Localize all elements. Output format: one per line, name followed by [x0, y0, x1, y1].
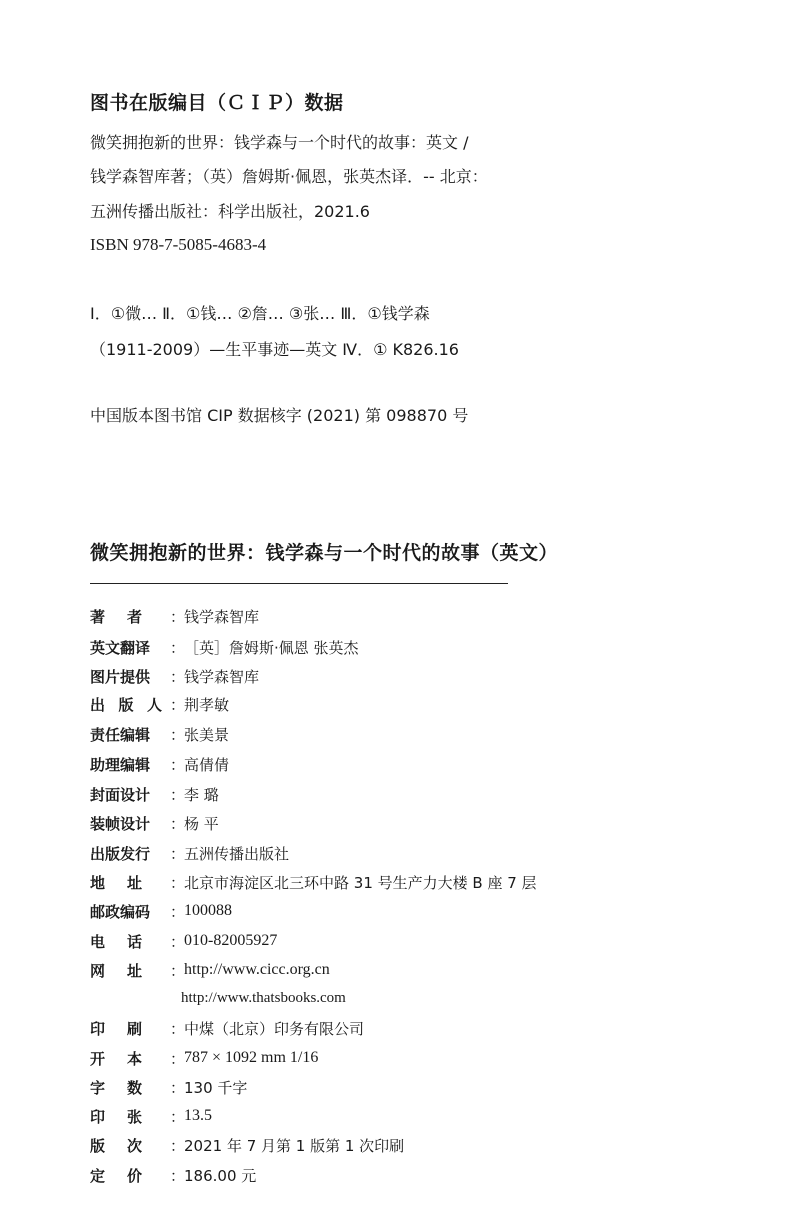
credit-value: 130 千字	[184, 1078, 248, 1097]
credit-value: 中煤（北京）印务有限公司	[184, 1019, 365, 1038]
credit-colon: ：	[170, 638, 186, 657]
credit-colon: ：	[170, 695, 186, 714]
credit-colon: ：	[170, 814, 186, 833]
credit-label: 开 本	[90, 1049, 142, 1068]
credit-value: 010-82005927	[184, 932, 278, 949]
credit-value: 186.00 元	[184, 1166, 257, 1185]
credit-label: 装帧设计	[90, 814, 151, 833]
credit-row-publisher-person	[90, 693, 229, 715]
credit-colon: ：	[170, 961, 186, 980]
credit-value: 787 × 1092 mm 1/16	[184, 1049, 319, 1066]
credit-label: 邮政编码	[90, 902, 151, 921]
credit-value: 杨 平	[184, 814, 219, 833]
credit-row-photos	[90, 665, 259, 687]
credit-row-distribution	[90, 842, 289, 864]
credit-row-address	[90, 871, 537, 893]
credit-label: 地 址	[90, 873, 142, 892]
credit-colon: ：	[170, 932, 186, 951]
cip-line-record-number: 中国版本图书馆 CIP 数据核字 (2021) 第 098870 号	[90, 406, 469, 425]
cip-line-authors: 钱学森智库著；（英）詹姆斯·佩恩，张英杰译．-- 北京：	[90, 167, 488, 186]
credit-row-editor	[90, 723, 229, 745]
credit-value: 五洲传播出版社	[184, 844, 290, 863]
credit-colon: ：	[170, 607, 186, 626]
cip-line-isbn: ISBN 978-7-5085-4683-4	[90, 235, 267, 254]
credit-label: 印 刷	[90, 1019, 142, 1038]
credit-value: 李 璐	[184, 785, 219, 804]
credit-label: 英文翻译	[90, 638, 151, 657]
credit-label: 网 址	[90, 961, 142, 980]
cip-line-classification: Ⅰ．①微… Ⅱ．①钱… ②詹… ③张… Ⅲ．①钱学森	[90, 304, 430, 323]
credit-colon: ：	[170, 1136, 186, 1155]
cip-heading: 图书在版编目（ＣＩＰ）数据	[90, 92, 344, 114]
credit-label: 出版发行	[90, 844, 151, 863]
credit-label: 助理编辑	[90, 755, 151, 774]
credit-colon: ：	[170, 755, 186, 774]
credit-colon: ：	[170, 1019, 186, 1038]
credit-row-word-count	[90, 1076, 247, 1098]
credit-label: 责任编辑	[90, 725, 151, 744]
website-link-thatsbooks[interactable]: http://www.thatsbooks.com	[181, 990, 346, 1006]
credit-row-assistant-editor	[90, 753, 229, 775]
credit-row-cover-design	[90, 783, 219, 805]
credit-value: 张美景	[184, 725, 230, 744]
credit-row-sheets	[90, 1105, 212, 1127]
credit-colon: ：	[170, 1078, 186, 1097]
book-title: 微笑拥抱新的世界：钱学森与一个时代的故事（英文）	[90, 542, 559, 564]
credit-value: 2021 年 7 月第 1 版第 1 次印刷	[184, 1136, 405, 1155]
cip-line-title: 微笑拥抱新的世界：钱学森与一个时代的故事：英文 /	[90, 133, 469, 152]
credit-colon: ：	[170, 667, 186, 686]
credit-row-phone	[90, 930, 277, 952]
credit-row-binding-design	[90, 812, 219, 834]
title-divider	[90, 583, 508, 584]
credit-colon: ：	[170, 1107, 186, 1126]
credit-colon: ：	[170, 1049, 186, 1068]
credit-label: 出 版 人	[90, 695, 162, 714]
credit-row-format	[90, 1047, 318, 1069]
credit-row-postcode	[90, 900, 232, 922]
credit-label: 版 次	[90, 1136, 142, 1155]
credit-label: 图片提供	[90, 667, 151, 686]
credit-colon: ：	[170, 844, 186, 863]
credit-colon: ：	[170, 902, 186, 921]
credit-value: 高倩倩	[184, 755, 230, 774]
credit-colon: ：	[170, 725, 186, 744]
credit-value: 钱学森智库	[184, 607, 260, 626]
credit-value: ［英］詹姆斯·佩恩 张英杰	[184, 638, 359, 657]
credit-row-printer	[90, 1017, 364, 1039]
credit-colon: ：	[170, 1166, 186, 1185]
credit-row-price	[90, 1164, 256, 1186]
credit-label: 字 数	[90, 1078, 142, 1097]
credit-row-translator	[90, 636, 359, 658]
credit-row-edition	[90, 1134, 404, 1156]
credit-value: 北京市海淀区北三环中路 31 号生产力大楼 B 座 7 层	[184, 873, 537, 892]
credit-label: 定 价	[90, 1166, 142, 1185]
credit-label: 著 者	[90, 607, 142, 626]
credit-label: 封面设计	[90, 785, 151, 804]
credit-label: 电 话	[90, 932, 142, 951]
credit-label: 印 张	[90, 1107, 142, 1126]
credit-row-website	[90, 959, 330, 981]
credit-value: 100088	[184, 902, 232, 919]
cip-line-publisher: 五洲传播出版社：科学出版社，2021.6	[90, 202, 370, 221]
cip-line-subject: （1911-2009）—生平事迹—英文 Ⅳ．① K826.16	[90, 340, 459, 359]
website-link-cicc[interactable]: http://www.cicc.org.cn	[184, 961, 330, 978]
credit-colon: ：	[170, 785, 186, 804]
credit-value: 钱学森智库	[184, 667, 260, 686]
credit-value: 荆孝敏	[184, 695, 230, 714]
credit-row-author	[90, 605, 259, 627]
credit-value: 13.5	[184, 1107, 212, 1124]
credit-colon: ：	[170, 873, 186, 892]
